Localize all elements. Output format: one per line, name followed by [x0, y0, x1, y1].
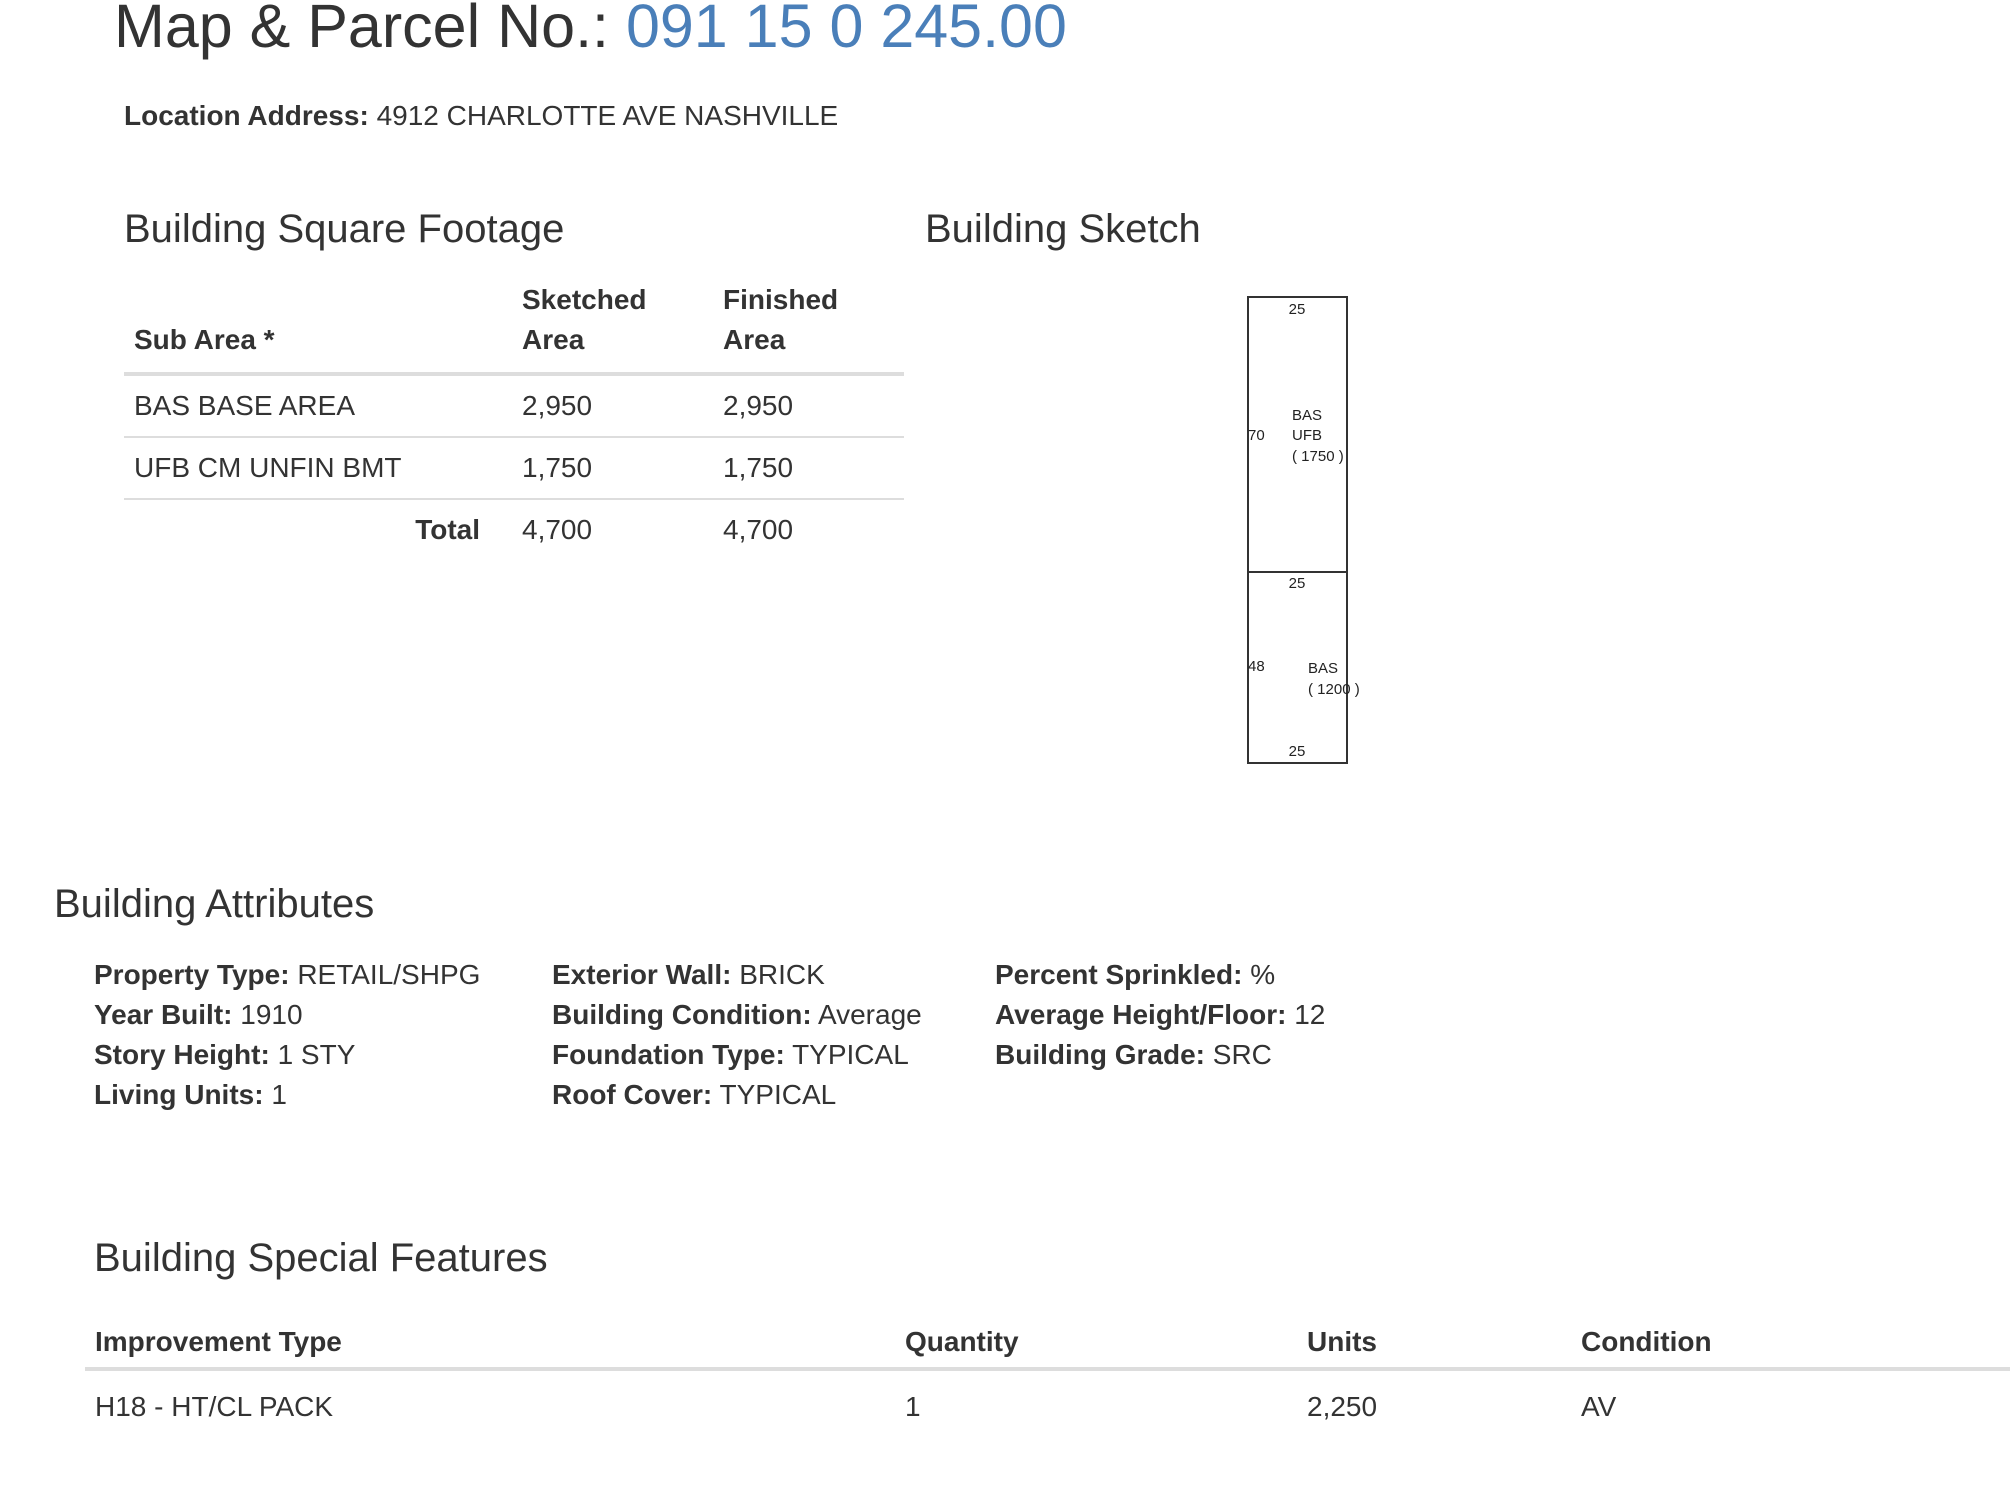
attr-average-height-floor: Average Height/Floor: 12: [995, 999, 1326, 1030]
total-label: Total: [124, 499, 512, 560]
sketch-upper-label-1: BAS: [1292, 407, 1323, 424]
sketched-area-cell: 2,950: [522, 390, 593, 421]
building-attributes-heading: Building Attributes: [54, 882, 375, 926]
address-value: 4912 CHARLOTTE AVE NASHVILLE: [376, 100, 839, 131]
attributes-column-2: [552, 955, 922, 1115]
total-sketched-cell: 4,700: [512, 499, 713, 560]
col-condition: Condition: [1571, 1317, 2010, 1369]
col-improvement-type: Improvement Type: [85, 1317, 895, 1369]
col-sketched-area: Sketched Area: [512, 272, 713, 374]
sketch-lower-area: ( 1200 ): [1308, 681, 1360, 698]
table-row: [85, 1369, 2010, 1443]
table-row: [124, 437, 904, 499]
condition-cell: AV: [1581, 1391, 1617, 1422]
attr-year-built: Year Built: 1910: [94, 999, 303, 1030]
sub-area-cell: BAS BASE AREA: [134, 390, 355, 421]
total-row: [124, 499, 904, 560]
parcel-number: 091 15 0 245.00: [625, 0, 1067, 60]
attr-property-type: Property Type: RETAIL/SHPG: [94, 959, 481, 990]
attributes-column-1: [94, 955, 480, 1115]
location-address: [124, 98, 838, 134]
quantity-cell: 1: [905, 1391, 921, 1422]
sketch-upper-area: ( 1750 ): [1292, 448, 1344, 465]
attr-story-height: Story Height: 1 STY: [94, 1039, 356, 1070]
page-title: [114, 0, 1067, 64]
units-cell: 2,250: [1307, 1391, 1378, 1422]
table-header-row: [85, 1317, 2010, 1369]
attributes-column-3: [995, 955, 1325, 1075]
col-sub-area: Sub Area *: [124, 272, 512, 374]
square-footage-heading: Building Square Footage: [124, 207, 565, 251]
sketched-area-cell: 1,750: [512, 437, 713, 499]
sketch-lower-top-dim: 25: [1288, 575, 1306, 592]
attr-roof-cover: Roof Cover: TYPICAL: [552, 1079, 837, 1110]
improvement-type-cell: H18 - HT/CL PACK: [95, 1391, 334, 1422]
sketch-lower-bottom-dim: 25: [1288, 743, 1306, 760]
square-footage-table: [124, 272, 904, 560]
sketch-upper-top-dim: 25: [1288, 301, 1306, 318]
finished-area-cell: 1,750: [713, 437, 904, 499]
sketch-upper-label-2: UFB: [1292, 427, 1322, 444]
attr-percent-sprinkled: Percent Sprinkled: %: [995, 959, 1276, 990]
attr-building-grade: Building Grade: SRC: [995, 1039, 1272, 1070]
sketch-upper-side-dim: 70: [1248, 427, 1265, 444]
building-sketch: [1240, 290, 1400, 780]
table-row: [124, 374, 904, 437]
attr-foundation-type: Foundation Type: TYPICAL: [552, 1039, 909, 1070]
page-title-label: Map & Parcel No.:: [114, 0, 609, 60]
col-units: Units: [1297, 1317, 1571, 1369]
col-quantity: Quantity: [895, 1317, 1297, 1369]
attr-exterior-wall: Exterior Wall: BRICK: [552, 959, 825, 990]
col-finished-area: Finished Area: [713, 272, 904, 374]
total-finished-cell: 4,700: [713, 499, 904, 560]
finished-area-cell: 2,950: [723, 390, 794, 421]
sketch-lower-label: BAS: [1308, 660, 1339, 677]
attr-building-condition: Building Condition: Average: [552, 999, 922, 1030]
special-features-heading: Building Special Features: [94, 1236, 548, 1280]
table-header-row: [124, 272, 904, 374]
special-features-table: [85, 1317, 2010, 1443]
attr-living-units: Living Units: 1: [94, 1079, 287, 1110]
building-sketch-heading: Building Sketch: [925, 207, 1201, 251]
sub-area-cell: UFB CM UNFIN BMT: [124, 437, 512, 499]
building-sketch-drawing: [1240, 290, 1400, 780]
address-label: Location Address:: [124, 100, 369, 131]
sketch-lower-side-dim: 48: [1248, 658, 1265, 675]
